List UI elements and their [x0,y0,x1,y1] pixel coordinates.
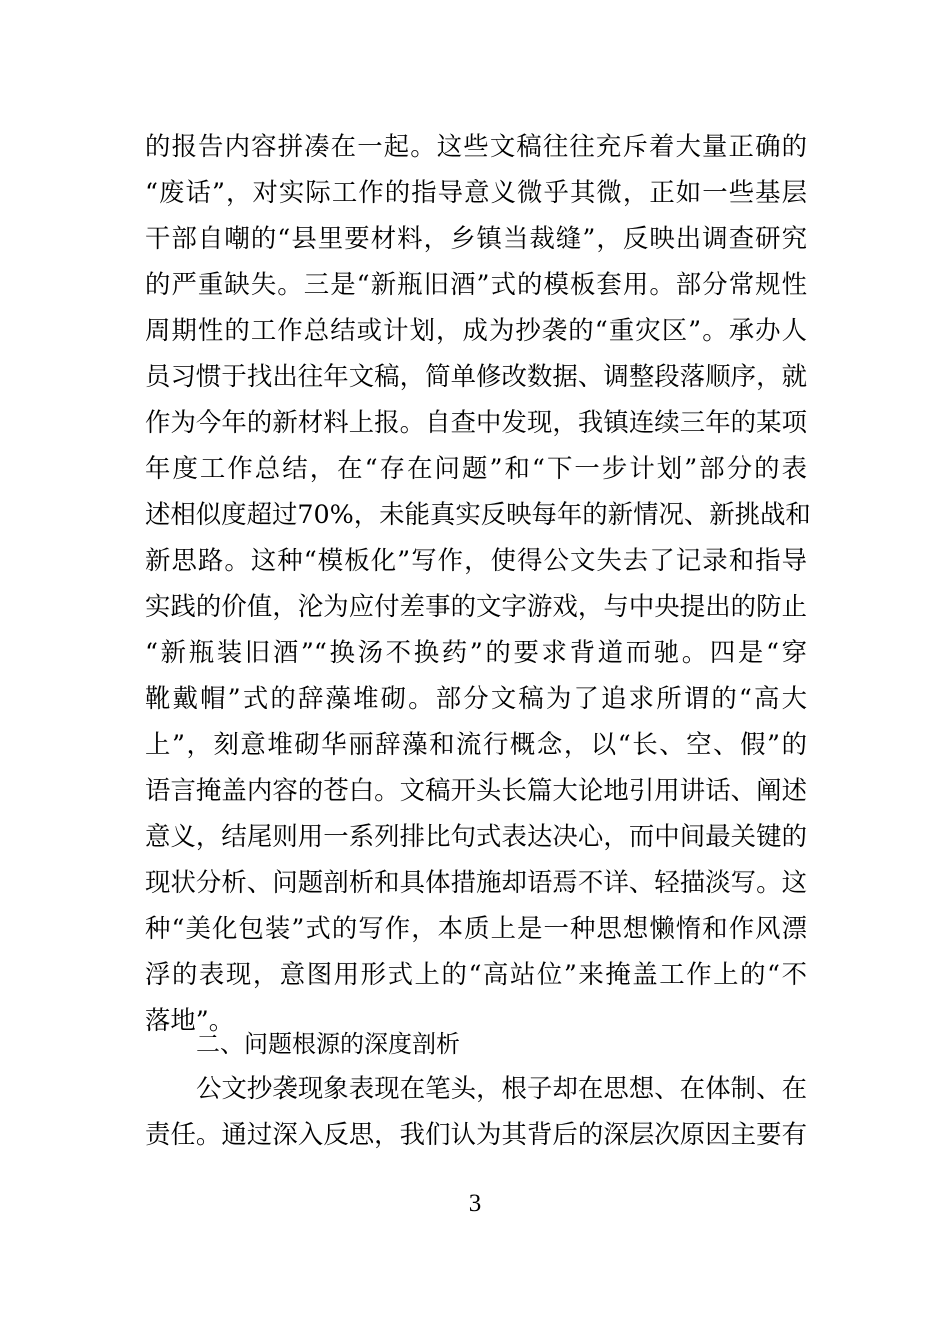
text-line: 干部自嘲的“县里要材料，乡镇当裁缝”，反映出调查研究 [145,223,807,253]
text-line: 实践的价值，沦为应付差事的文字游戏，与中央提出的防止 [145,591,807,621]
text-line: 周期性的工作总结或计划，成为抄袭的“重灾区”。承办人 [145,315,807,345]
text-line: 公文抄袭现象表现在笔头，根子却在思想、在体制、在 [196,1073,807,1103]
text-line: “新瓶装旧酒”“换汤不换药”的要求背道而驰。四是“穿 [145,637,807,667]
text-line: 员习惯于找出往年文稿，简单修改数据、调整段落顺序，就 [145,361,807,391]
text-line: 靴戴帽”式的辞藻堆砌。部分文稿为了追求所谓的“高大 [145,683,807,713]
page-number: 3 [468,1190,482,1217]
text-line: 浮的表现，意图用形式上的“高站位”来掩盖工作上的“不 [145,959,807,989]
section-heading: 二、问题根源的深度剖析 [196,1030,460,1058]
text-line: 责任。通过深入反思，我们认为其背后的深层次原因主要有 [145,1119,807,1149]
text-line: 上”，刻意堆砌华丽辞藻和流行概念，以“长、空、假”的 [145,729,807,759]
text-line: 语言掩盖内容的苍白。文稿开头长篇大论地引用讲话、阐述 [145,775,807,805]
text-line: 种“美化包装”式的写作，本质上是一种思想懒惰和作风漂 [145,913,807,943]
text-line: 的报告内容拼凑在一起。这些文稿往往充斥着大量正确的 [145,131,807,161]
text-line: 作为今年的新材料上报。自查中发现，我镇连续三年的某项 [145,407,807,437]
text-line: 年度工作总结，在“存在问题”和“下一步计划”部分的表 [145,453,807,483]
text-line: 述相似度超过70%，未能真实反映每年的新情况、新挑战和 [145,499,811,529]
text-line: 意义，结尾则用一系列排比句式表达决心，而中间最关键的 [145,821,807,851]
text-line: 新思路。这种“模板化”写作，使得公文失去了记录和指导 [145,545,807,575]
text-line: 现状分析、问题剖析和具体措施却语焉不详、轻描淡写。这 [145,867,807,897]
text-line: “废话”，对实际工作的指导意义微乎其微，正如一些基层 [145,177,807,207]
text-line: 落地”。 [145,1005,235,1035]
text-line: 的严重缺失。三是“新瓶旧酒”式的模板套用。部分常规性 [145,269,807,299]
